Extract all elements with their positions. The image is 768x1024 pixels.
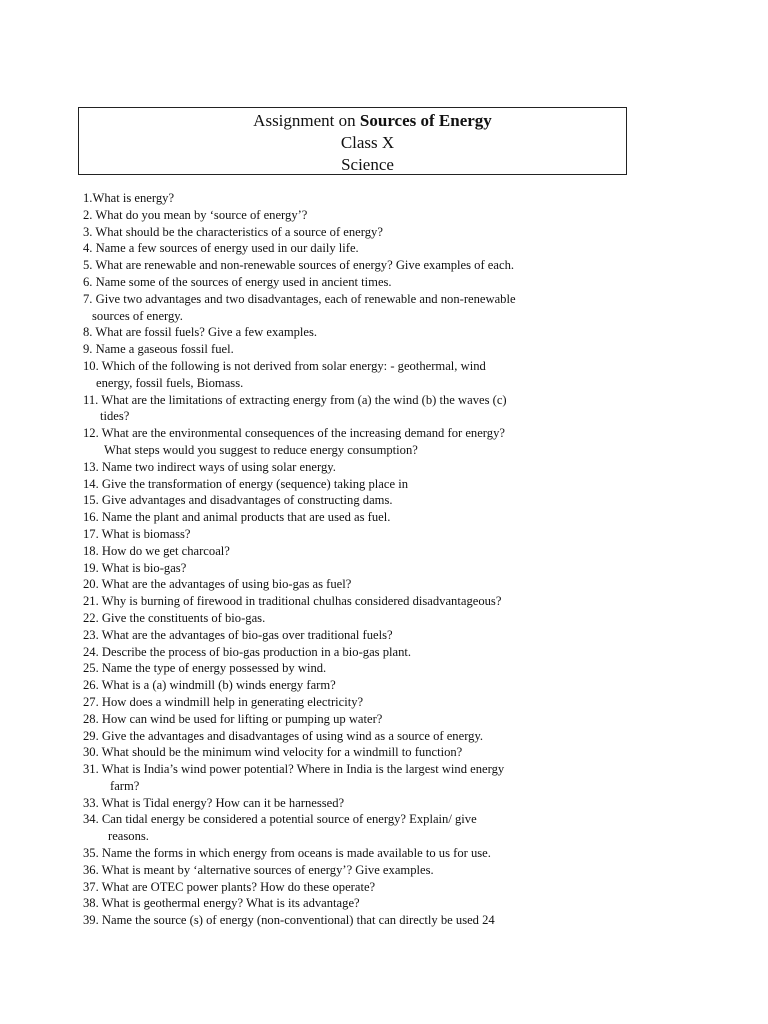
question-item — [83, 358, 643, 392]
question-item — [83, 627, 643, 644]
question-item — [83, 392, 643, 426]
question-text: 14. Give the transformation of energy (sequence) taking place in — [83, 476, 408, 491]
question-item — [83, 744, 643, 761]
title-prefix: Assignment on — [253, 111, 360, 130]
question-item — [83, 593, 643, 610]
question-text-continued: reasons. — [108, 829, 149, 844]
question-item — [83, 912, 643, 929]
question-text: 29. Give the advantages and disadvantages of using wind as a source of energy. — [83, 728, 484, 743]
question-text: 3. What should be the characteristics of a source of energy? — [83, 224, 383, 239]
question-text: 13. Name two indirect ways of using solar energy. — [83, 459, 336, 474]
question-text: 21. Why is burning of firewood in traditional chulhas considered disadvantageous? — [83, 594, 502, 609]
question-item — [83, 728, 643, 745]
question-text: 28. How can wind be used for lifting or pumping up water? — [83, 711, 383, 726]
question-item — [83, 492, 643, 509]
question-text-continued: farm? — [110, 778, 140, 793]
question-text: 2. What do you mean by ‘source of energy’? — [83, 207, 308, 222]
question-text: 31. What is India’s wind power potential? Where in India is the largest wind energy — [83, 762, 505, 777]
question-item — [83, 761, 643, 795]
question-text: 17. What is biomass? — [83, 526, 191, 541]
question-text: 1.What is energy? — [83, 191, 175, 205]
question-item — [83, 660, 643, 677]
question-item — [83, 274, 643, 291]
question-text-continued: tides? — [100, 409, 130, 424]
question-text: 35. Name the forms in which energy from oceans is made available to us for use. — [83, 846, 491, 861]
class-label: Class X — [340, 133, 395, 152]
question-text: 27. How does a windmill help in generating electricity? — [83, 694, 364, 709]
question-item — [83, 224, 643, 241]
question-text: 33. What is Tidal energy? How can it be harnessed? — [83, 795, 345, 810]
question-text: 18. How do we get charcoal? — [83, 543, 230, 558]
question-text-continued: What steps would you suggest to reduce energy consumption? — [104, 442, 418, 457]
question-text: 22. Give the constituents of bio-gas. — [83, 610, 266, 625]
question-item — [83, 425, 643, 459]
question-item — [83, 711, 643, 728]
assignment-title — [119, 110, 626, 132]
question-text: 39. Name the source (s) of energy (non-conventional) that can directly be used 24 — [83, 913, 495, 928]
subject-label: Science — [341, 155, 394, 174]
question-text: 5. What are renewable and non-renewable sources of energy? Give examples of each. — [83, 258, 515, 273]
question-item — [83, 895, 643, 912]
question-text: 6. Name some of the sources of energy used in ancient times. — [83, 274, 392, 289]
question-text: 24. Describe the process of bio-gas production in a bio-gas plant. — [83, 644, 412, 659]
question-text-continued: energy, fossil fuels, Biomass. — [96, 375, 244, 390]
question-item — [83, 560, 643, 577]
question-text: 16. Name the plant and animal products that are used as fuel. — [83, 510, 391, 525]
question-item — [83, 476, 643, 493]
question-item — [83, 879, 643, 896]
question-text: 30. What should be the minimum wind velocity for a windmill to function? — [83, 745, 463, 760]
question-text: 36. What is meant by ‘alternative sources of energy’? Give examples. — [83, 862, 434, 877]
question-item — [83, 543, 643, 560]
question-item — [83, 341, 643, 358]
question-text: 4. Name a few sources of energy used in our daily life. — [83, 241, 359, 256]
question-item — [83, 845, 643, 862]
question-text: 7. Give two advantages and two disadvantages, each of renewable and non-renewable — [83, 291, 516, 306]
question-item — [83, 677, 643, 694]
question-text: 34. Can tidal energy be considered a potential source of energy? Explain/ give — [83, 812, 477, 827]
question-item — [83, 324, 643, 341]
question-item — [83, 576, 643, 593]
question-text: 37. What are OTEC power plants? How do these operate? — [83, 879, 376, 894]
title-topic: Sources of Energy — [359, 111, 492, 130]
question-item — [83, 862, 643, 879]
question-text-continued: sources of energy. — [92, 308, 183, 323]
question-text: 38. What is geothermal energy? What is its advantage? — [83, 896, 360, 911]
question-item — [83, 610, 643, 627]
question-item — [83, 190, 643, 207]
question-text: 15. Give advantages and disadvantages of constructing dams. — [83, 493, 393, 508]
question-text: 25. Name the type of energy possessed by wind. — [83, 661, 327, 676]
question-text: 19. What is bio-gas? — [83, 560, 187, 575]
title-box — [78, 107, 627, 175]
question-text: 20. What are the advantages of using bio-gas as fuel? — [83, 577, 352, 592]
question-item — [83, 257, 643, 274]
question-text: 12. What are the environmental consequences of the increasing demand for energy? — [83, 426, 505, 441]
question-list — [83, 190, 643, 929]
question-item — [83, 291, 643, 325]
question-text: 8. What are fossil fuels? Give a few examples. — [83, 325, 318, 340]
question-text: 11. What are the limitations of extracting energy from (a) the wind (b) the waves (c) — [83, 392, 507, 407]
question-item — [83, 526, 643, 543]
question-item — [83, 240, 643, 257]
question-item — [83, 811, 643, 845]
question-text: 10. Which of the following is not derived from solar energy: - geothermal, wind — [83, 358, 486, 373]
question-item — [83, 207, 643, 224]
question-item — [83, 644, 643, 661]
question-text: 26. What is a (a) windmill (b) winds energy farm? — [83, 678, 336, 693]
question-item — [83, 509, 643, 526]
question-item — [83, 459, 643, 476]
question-text: 23. What are the advantages of bio-gas over traditional fuels? — [83, 627, 393, 642]
question-item — [83, 694, 643, 711]
question-item — [83, 795, 643, 812]
question-text: 9. Name a gaseous fossil fuel. — [83, 342, 234, 357]
